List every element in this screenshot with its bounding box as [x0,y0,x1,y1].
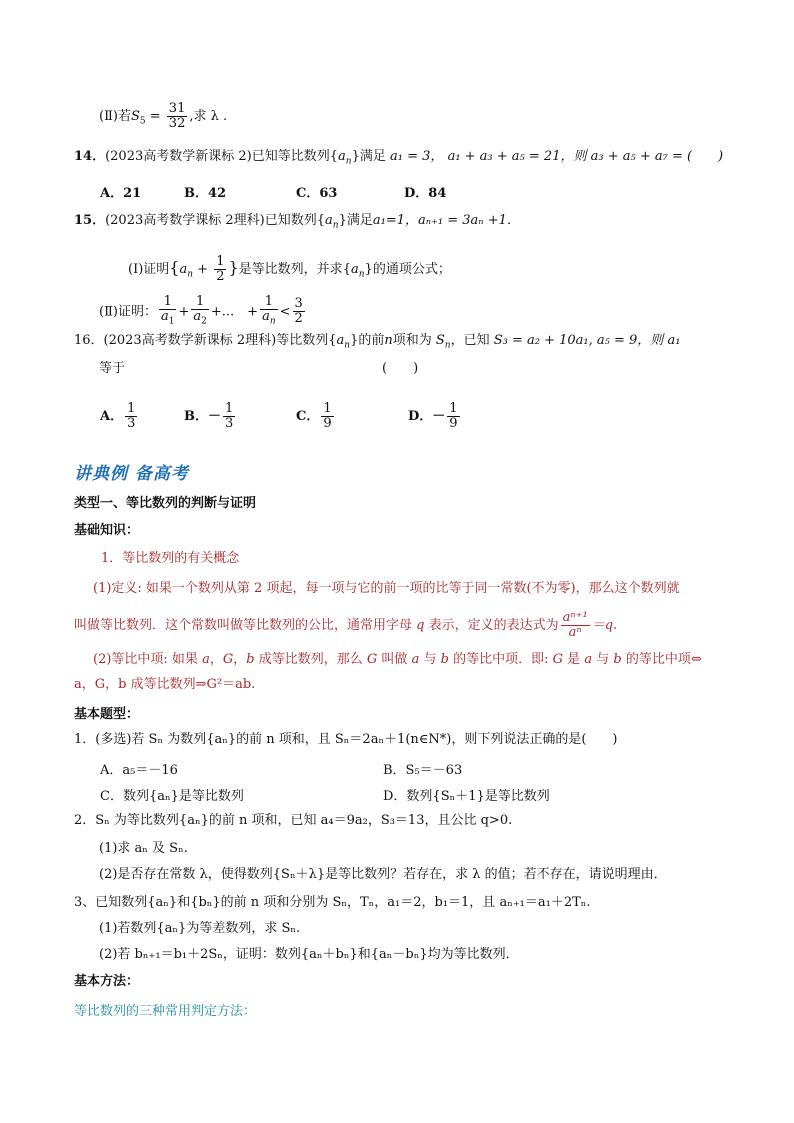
q14-stem: 14．(2023高考数学新课标 2)已知等比数列$\{a_n\}$满足 a₁ = 3， a₁ + a₃ + a₅ = 21，则 a₃ + a₅ + a₇ = ( ) [74,149,724,167]
q14-option-d[interactable]: D．84 [404,186,447,201]
problem2-sub1: (1)求 aₙ 及 Sₙ. [99,841,188,856]
q14-option-a[interactable]: A．21 [100,186,142,201]
q13-part2: (Ⅱ)若$S_5$ = $\frac{31}{32}$ ,求 λ . [99,101,228,131]
q16-stem: 16．(2023高考数学新课标 2理科)等比数列$\{a_n\}$的前n项和为 $S_n$，已知 S₃ = a₂ + 10a₁, a₅ = 9，则 a₁ [74,333,681,351]
q15-part1: (Ⅰ)证明{$a_n$ + $\frac{1}{2}$ }是等比数列，并求$\{a_n\}$的通项公式； [128,254,451,284]
problem1-option-a[interactable]: A．a₅＝－16 [100,763,178,778]
q15-part2: (Ⅱ)证明： $\frac{1}{a_1}$ + $\frac{1}{a_2}$ +... + $\frac{1}{a_n}$ < $\frac{3}{2}$ [99,294,303,327]
problem2-sub2: (2)是否存在常数 λ，使得数列{Sₙ＋λ}是等比数列？若存在，求 λ 的值；若不存在，请说明理由． [99,867,667,882]
q16-option-a[interactable]: A． $\frac{1}{3}$ [100,401,136,431]
basic-knowledge-label: 基础知识： [74,523,140,538]
problem1-stem: 1．(多选)若 Sₙ 为数列{aₙ}的前 n 项和，且 Sₙ＝2aₙ＋1(n∈N*)，则下列说法正确的是( ) [74,732,618,747]
problem1-option-b[interactable]: B．S₅＝－63 [383,763,463,778]
problem2-stem: 2．Sₙ 为等比数列{aₙ}的前 n 项和，已知 a₄＝9a₂，S₃＝13，且公比 q>0. [74,813,513,828]
definition-line1: (1)定义: 如果一个数列从第 2 项起，每一项与它的前一项的比等于同一常数(不为零)，那么这个数列就 [93,581,680,596]
q16-line2: 等于 [99,361,126,376]
q14-option-c[interactable]: C．63 [296,186,338,201]
knowledge-1-title: 1．等比数列的有关概念 [101,551,240,566]
problem3-stem: 3、已知数列{aₙ}和{bₙ}的前 n 项和分别为 Sₙ，Tₙ，a₁＝2，b₁＝1，且 aₙ₊₁＝a₁＋2Tₙ. [74,895,591,910]
q13-fraction: $\frac{31}{32}$ [168,101,186,131]
type1-title: 类型一、等比数列的判断与证明 [74,496,257,511]
q16-option-c[interactable]: C． $\frac{1}{9}$ [296,401,332,431]
geometric-mean-line1: (2)等比中项: 如果 a，G，b 成等比数列，那么 G 叫做 a 与 b 的等比中项．即: G 是 a 与 b 的等比中项⇔ [93,652,702,667]
q16-option-d[interactable]: D．－ $\frac{1}{9}$ [408,401,458,431]
definition-line2: 叫做等比数列．这个常数叫做等比数列的公比，通常用字母 q 表示，定义的表达式为 $\frac{\text{aⁿ⁺¹}}{\text{aⁿ}}$ ＝q. [74,610,618,640]
basic-types-label: 基本题型： [74,707,140,722]
problem3-sub1: (1)若数列{aₙ}为等差数列，求 Sₙ. [99,921,301,936]
q15-stem: 15．(2023高考数学课标 2理科)已知数列$\{a_n\}$满足a₁=1，aₙ₊₁ = 3aₙ +1． [74,213,520,231]
section-heading: 讲典例 备高考 [74,464,189,484]
basic-methods-label: 基本方法： [74,974,140,989]
methods-line: 等比数列的三种常用判定方法： [74,1004,257,1019]
problem1-option-c[interactable]: C．数列{aₙ}是等比数列 [100,789,244,804]
problem3-sub2: (2)若 bₙ₊₁＝b₁＋2Sₙ，证明：数列{aₙ＋bₙ}和{aₙ－bₙ}均为等比数列． [99,947,519,962]
brace-an: $\{a_n\}$ [329,149,360,167]
geometric-mean-line2: a，G，b 成等比数列⇒G²＝ab. [74,677,256,692]
problem1-option-d[interactable]: D．数列{Sₙ＋1}是等比数列 [383,789,550,804]
q14-option-b[interactable]: B．42 [184,186,227,201]
q16-answer-paren: ( ) [382,361,419,376]
q16-option-b[interactable]: B．－ $\frac{1}{3}$ [184,401,234,431]
